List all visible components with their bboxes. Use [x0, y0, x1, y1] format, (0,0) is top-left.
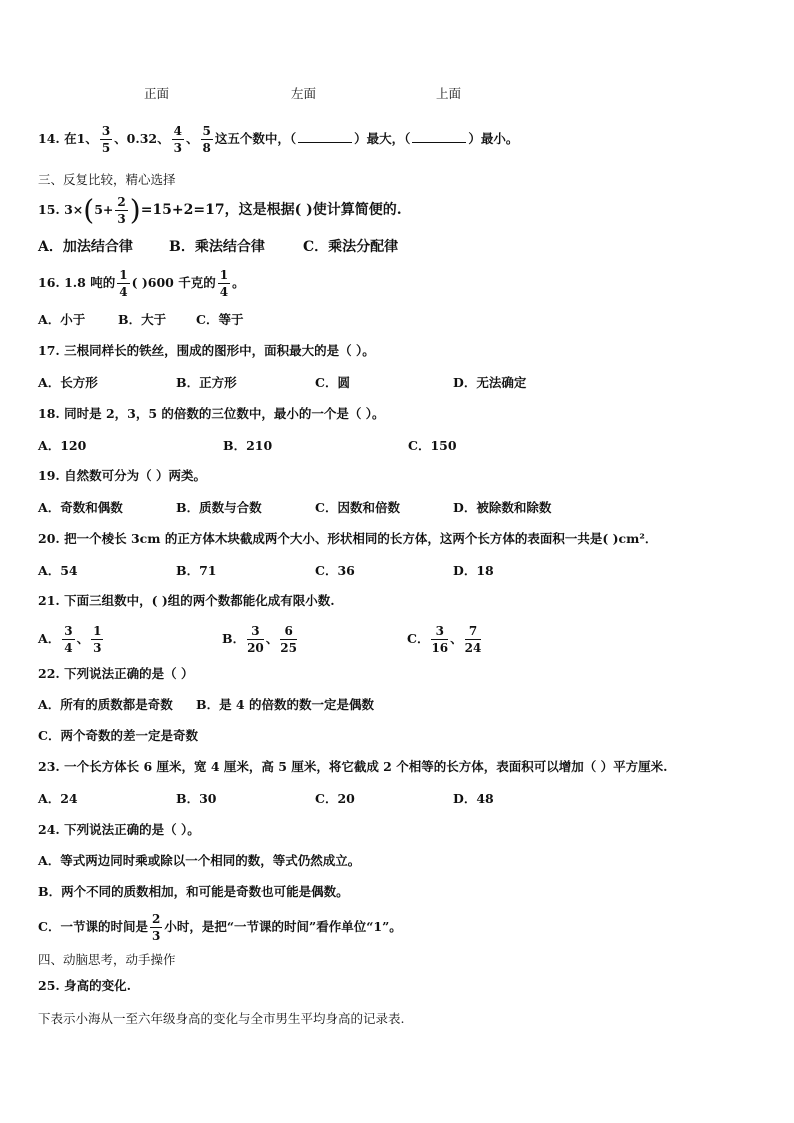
fraction	[218, 269, 230, 298]
q14-sep: 、	[185, 131, 199, 146]
q14-text-post2: ）最大，（	[354, 131, 411, 146]
question-24	[38, 822, 200, 838]
numerator: 3	[431, 625, 448, 640]
q16-text-mid: ( )600 千克的	[131, 275, 216, 290]
option-b[interactable]: B．30	[176, 791, 217, 806]
question-14	[38, 124, 518, 154]
fraction	[115, 196, 127, 225]
question-20	[38, 531, 657, 547]
denominator: 25	[280, 641, 297, 655]
left-paren: (	[83, 193, 95, 227]
question-number: 20.	[38, 531, 60, 546]
question-number: 15.	[38, 202, 60, 217]
denominator: 3	[151, 929, 161, 943]
question-number: 21.	[38, 593, 60, 608]
question-text: 下面三组数中，( )组的两个数都能化成有限小数.	[64, 593, 335, 608]
question-21	[38, 593, 335, 609]
q15-text-post: =15+2=17，这是根据( )使计算简便的.	[140, 202, 402, 218]
option-a[interactable]: A．奇数和偶数	[38, 500, 123, 515]
view-label-left: 左面	[291, 86, 317, 101]
question-16	[38, 268, 245, 298]
option-b[interactable]: B．质数与合数	[176, 500, 262, 515]
section-heading-4: 四、动脑思考，动手操作	[38, 952, 176, 967]
option-c[interactable]: C．20	[315, 791, 355, 806]
option-b[interactable]: B．210	[223, 438, 273, 453]
denominator: 16	[431, 641, 449, 655]
option-a[interactable]: A．长方形	[38, 375, 98, 390]
option-label: B．	[222, 631, 246, 646]
question-number: 19.	[38, 468, 60, 483]
option-c[interactable]: C．乘法分配律	[303, 239, 399, 255]
numerator: 4	[173, 124, 182, 138]
fraction	[465, 625, 482, 654]
question-number: 24.	[38, 822, 60, 837]
answer-blank	[412, 132, 466, 143]
denominator: 24	[464, 641, 482, 655]
option-a[interactable]: A．120	[38, 438, 87, 453]
numerator: 1	[219, 268, 229, 282]
option-a[interactable]: A．54	[38, 563, 78, 578]
question-number: 18.	[38, 406, 60, 421]
q14-text-mid: 、0.32、	[114, 131, 170, 146]
option-c[interactable]	[407, 622, 483, 656]
question-18	[38, 406, 385, 422]
options-21	[38, 622, 598, 656]
section-heading-3: 三、反复比较，精心选择	[38, 172, 176, 187]
option-b[interactable]: B．正方形	[176, 375, 237, 390]
option-d[interactable]: D．48	[453, 791, 494, 806]
numerator: 7	[465, 625, 482, 640]
q16-text-pre: 1.8 吨的	[64, 275, 116, 290]
option-a[interactable]: A．小于	[38, 312, 86, 327]
question-text: 把一个棱长 3cm 的正方体木块截成两个大小、形状相同的长方体，这两个长方体的表面积一共是( )cm²．	[64, 531, 658, 546]
comma: 、	[76, 631, 90, 646]
numerator: 2	[117, 195, 126, 209]
denominator: 8	[202, 141, 211, 155]
view-label-front: 正面	[144, 86, 170, 101]
option-a[interactable]: A．加法结合律	[38, 239, 133, 255]
option-a[interactable]	[38, 622, 105, 656]
fraction	[201, 125, 213, 154]
q15-text-five: 5+	[94, 202, 114, 217]
question-25	[38, 978, 131, 994]
option-c[interactable]	[38, 910, 402, 944]
question-number: 17.	[38, 343, 60, 358]
option-label: A．	[38, 631, 61, 646]
option-c[interactable]: C．等于	[196, 312, 244, 327]
option-c[interactable]: C．因数和倍数	[315, 500, 400, 515]
fraction	[431, 625, 448, 654]
numerator: 3	[64, 624, 73, 638]
numerator: 3	[101, 124, 111, 138]
denominator: 5	[101, 141, 111, 155]
question-number: 25.	[38, 978, 60, 993]
denominator: 20	[247, 641, 264, 655]
denominator: 4	[64, 641, 73, 655]
question-text: 身高的变化.	[64, 978, 131, 993]
fraction	[91, 625, 103, 654]
denominator: 3	[117, 212, 126, 226]
option-c[interactable]: C．150	[408, 438, 457, 453]
numerator: 1	[93, 624, 102, 638]
fraction	[100, 125, 112, 154]
comma: 、	[265, 631, 279, 646]
fraction	[247, 625, 264, 654]
question-text: 一个长方体长 6 厘米，宽 4 厘米，高 5 厘米，将它截成 2 个相等的长方体，表面积可以增加（ ）平方厘米.	[64, 759, 668, 774]
option-d[interactable]: D．被除数和除数	[453, 500, 552, 515]
fraction	[280, 625, 297, 654]
fraction	[117, 269, 129, 298]
fraction	[62, 625, 74, 654]
denominator: 4	[119, 285, 128, 299]
numerator: 6	[280, 625, 297, 640]
option-b[interactable]: B．乘法结合律	[169, 239, 265, 255]
option-a[interactable]: A．等式两边同时乘或除以一个相同的数，等式仍然成立。	[38, 853, 361, 868]
question-15	[38, 194, 402, 226]
option-b[interactable]: B．两个不同的质数相加，和可能是奇数也可能是偶数。	[38, 884, 349, 899]
numerator: 5	[202, 124, 211, 138]
option-b[interactable]: B．71	[176, 563, 217, 578]
question-19	[38, 468, 206, 484]
question-number: 23.	[38, 759, 60, 774]
q14-text-pre: 在1、	[64, 131, 98, 146]
question-text: 下列说法正确的是（ ）。	[64, 822, 200, 837]
option-c-pre: C．一节课的时间是	[38, 919, 148, 934]
q15-text-pre: 3×	[64, 202, 84, 217]
view-label-top: 上面	[436, 86, 462, 101]
q14-text-post1: 这五个数中，（	[214, 131, 297, 146]
question-text: 同时是 2，3，5 的倍数的三位数中，最小的一个是（ ）。	[64, 406, 385, 421]
option-label: C．	[407, 631, 430, 646]
answer-blank	[298, 132, 352, 143]
question-25-description: 下表示小海从一至六年级身高的变化与全市男生平均身高的记录表.	[38, 1011, 405, 1026]
fraction	[150, 913, 162, 942]
option-c-post: 小时，是把“一节课的时间”看作单位“1”。	[164, 919, 402, 934]
right-paren: )	[129, 193, 141, 227]
numerator: 1	[119, 268, 128, 282]
q16-text-end: 。	[232, 275, 245, 290]
option-c[interactable]: C．两个奇数的差一定是奇数	[38, 728, 198, 743]
option-b[interactable]: B．是 4 的倍数的数一定是偶数	[196, 697, 374, 712]
question-17	[38, 343, 375, 359]
question-number: 22.	[38, 666, 60, 681]
denominator: 4	[219, 285, 229, 299]
option-c[interactable]: C．圆	[315, 375, 350, 390]
q14-text-post3: ）最小。	[468, 131, 519, 146]
numerator: 3	[247, 625, 264, 640]
comma: 、	[450, 631, 463, 646]
question-23	[38, 759, 667, 775]
fraction	[172, 125, 184, 154]
question-number: 16.	[38, 275, 60, 290]
question-text: 自然数可分为（ ）两类。	[64, 468, 206, 483]
question-number: 14.	[38, 131, 60, 146]
option-a[interactable]: A．所有的质数都是奇数	[38, 697, 173, 712]
option-b[interactable]	[222, 622, 299, 656]
question-text: 三根同样长的铁丝，围成的图形中，面积最大的是（ ）。	[64, 343, 375, 358]
option-b[interactable]: B．大于	[118, 312, 167, 327]
option-a[interactable]: A．24	[38, 791, 78, 806]
denominator: 3	[173, 141, 182, 155]
question-text: 下列说法正确的是（ ）	[64, 666, 194, 681]
numerator: 2	[151, 912, 161, 926]
option-c[interactable]: C．36	[315, 563, 355, 578]
option-d[interactable]: D．18	[453, 563, 494, 578]
option-d[interactable]: D．无法确定	[453, 375, 527, 390]
denominator: 3	[93, 641, 102, 655]
question-22	[38, 666, 193, 682]
